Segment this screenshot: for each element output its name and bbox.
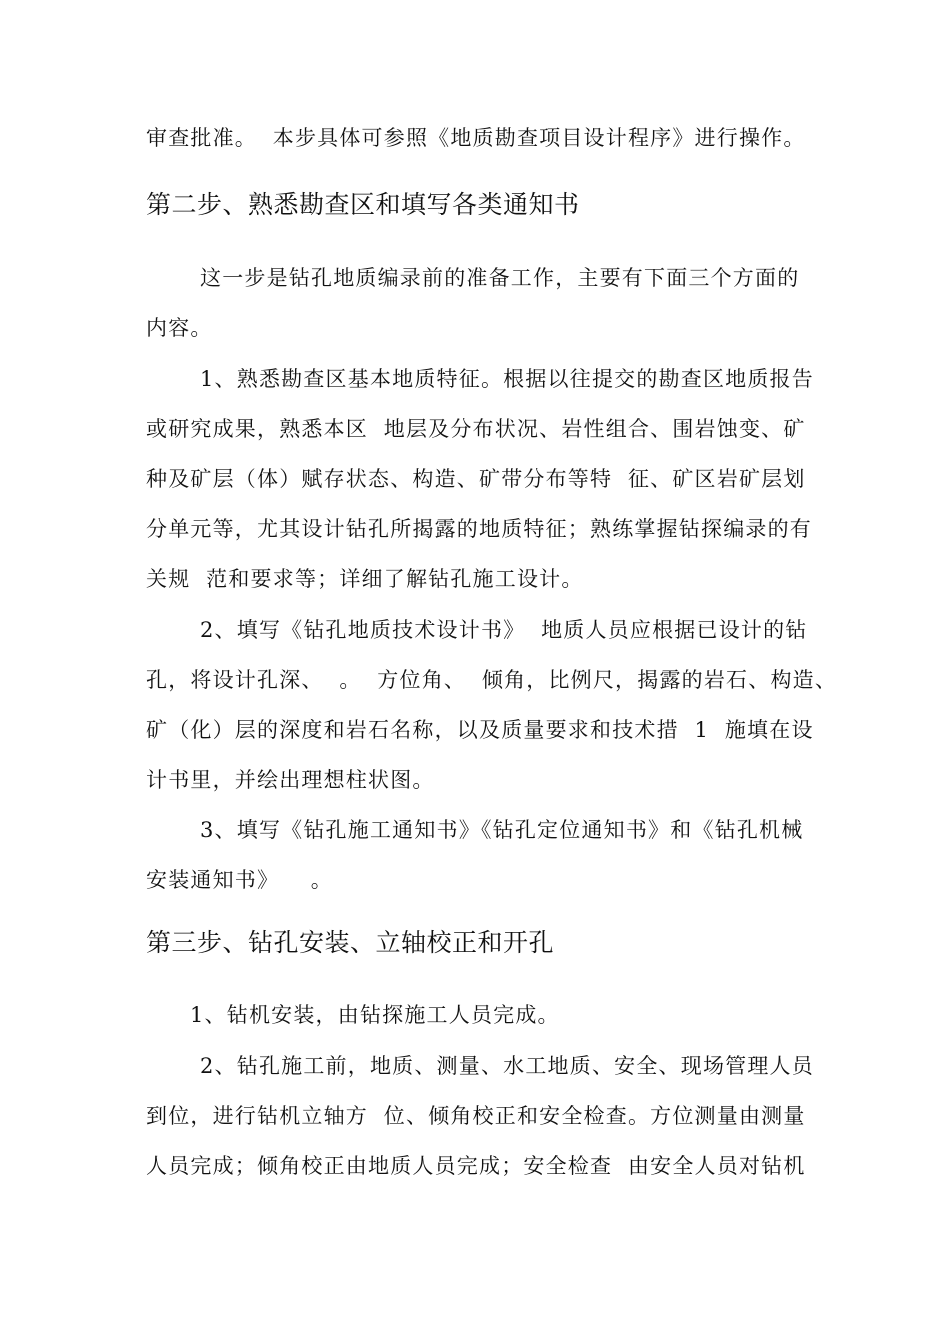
- paragraph-line: 审查批准。 本步具体可参照《地质勘查项目设计程序》进行操作。: [146, 126, 806, 150]
- paragraph-line: 1、钻机安装，由钻探施工人员完成。: [190, 1003, 560, 1027]
- paragraph-line: 内容。: [146, 316, 213, 340]
- paragraph-line: 分单元等，尤其设计钻孔所揭露的地质特征；熟练掌握钻探编录的有: [146, 517, 812, 541]
- paragraph-line: 人员完成；倾角校正由地质人员完成；安全检查 由安全人员对钻机: [146, 1154, 806, 1178]
- paragraph-line: 2、填写《钻孔地质技术设计书》 地质人员应根据已设计的钻: [200, 618, 808, 642]
- paragraph-line: 种及矿层（体）赋存状态、构造、矿带分布等特 征、矿区岩矿层划: [146, 467, 806, 491]
- paragraph-line: 或研究成果，熟悉本区 地层及分布状况、岩性组合、围岩蚀变、矿: [146, 417, 806, 441]
- paragraph-line: 计书里，并绘出理想柱状图。: [146, 768, 435, 792]
- paragraph-line: 2、钻孔施工前，地质、测量、水工地质、安全、现场管理人员: [200, 1054, 814, 1078]
- paragraph-line: 安装通知书》 。: [146, 868, 333, 892]
- section-heading-step-2: 第二步、熟悉勘查区和填写各类通知书: [146, 190, 580, 219]
- paragraph-line: 孔，将设计孔深、 。 方位角、 倾角，比例尺，揭露的岩石、构造、: [146, 668, 838, 692]
- paragraph-line: 矿（化）层的深度和岩石名称，以及质量要求和技术措 1 施填在设: [146, 718, 814, 742]
- paragraph-line: 3、填写《钻孔施工通知书》《钻孔定位通知书》和《钻孔机械: [200, 818, 804, 842]
- paragraph-line: 关规 范和要求等；详细了解钻孔施工设计。: [146, 567, 584, 591]
- section-heading-step-3: 第三步、钻孔安装、立轴校正和开孔: [146, 928, 555, 957]
- paragraph-line: 这一步是钻孔地质编录前的准备工作，主要有下面三个方面的: [200, 266, 800, 290]
- paragraph-line: 到位，进行钻机立轴方 位、倾角校正和安全检查。方位测量由测量: [146, 1104, 806, 1128]
- paragraph-line: 1、熟悉勘查区基本地质特征。根据以往提交的勘查区地质报告: [200, 367, 814, 391]
